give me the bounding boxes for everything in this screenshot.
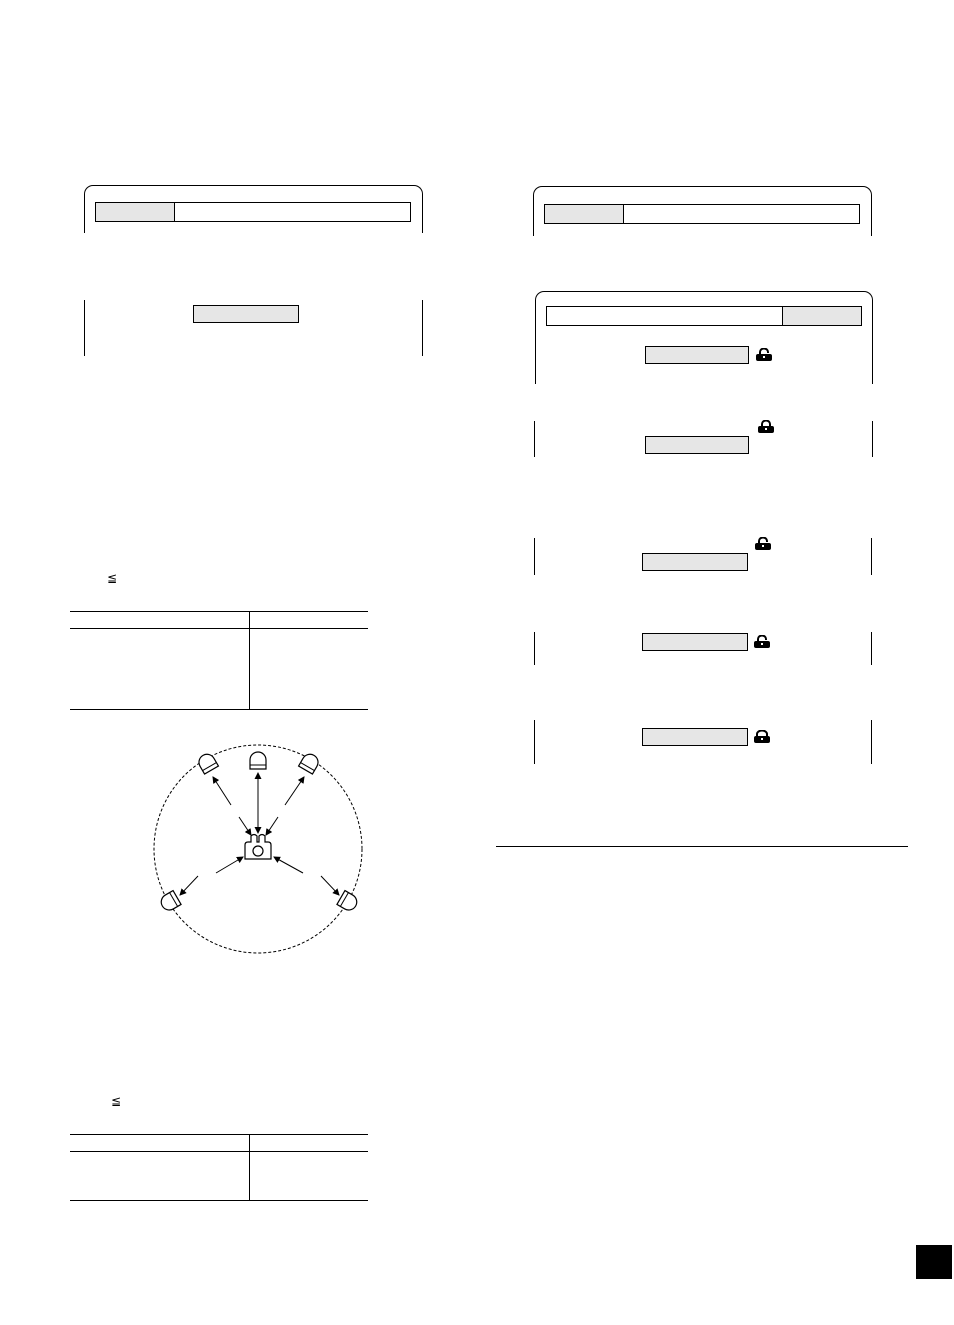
table-2-bottom-rule	[70, 1200, 368, 1201]
section-divider	[496, 846, 908, 847]
right-screen-frame-2	[535, 291, 873, 384]
speaker-icon	[337, 891, 360, 913]
table-1-top-rule	[70, 611, 368, 612]
lock-icon	[755, 348, 773, 361]
table-2-header-rule	[70, 1151, 368, 1152]
right-screen-2-value-box	[645, 346, 749, 364]
right-screen-6-value-box	[642, 728, 748, 746]
table-2-top-rule	[70, 1134, 368, 1135]
right-screen-3-edge-left	[534, 421, 535, 457]
left-screen-value-box	[193, 305, 299, 323]
left-screen-tab	[95, 202, 175, 222]
left-screen-edge-right	[422, 300, 423, 356]
table-1-column-divider	[249, 611, 250, 710]
right-screen-6-edge-left	[534, 720, 535, 764]
speaker-icon	[158, 891, 181, 913]
listener-icon	[245, 835, 271, 860]
right-screen-4-edge-left	[534, 538, 535, 575]
lock-icon	[753, 730, 771, 743]
table-2-column-divider	[249, 1134, 250, 1201]
right-screen-6-edge-right	[871, 720, 872, 764]
left-screen-edge-left	[84, 300, 85, 356]
right-screen-2-title-bar	[546, 306, 783, 326]
right-screen-5-edge-right	[871, 632, 872, 665]
right-screen-5-value-box	[642, 633, 748, 651]
page-marker	[916, 1245, 952, 1279]
right-screen-1-title-bar	[623, 204, 860, 224]
right-screen-4-value-box	[642, 553, 748, 571]
leq-symbol: ≦	[111, 1094, 122, 1108]
left-screen-title-bar	[174, 202, 411, 222]
right-screen-3-edge-right	[872, 421, 873, 457]
lock-icon	[753, 635, 771, 648]
lock-icon	[754, 537, 772, 550]
speaker-icon	[299, 751, 321, 774]
right-screen-3-value-box	[645, 436, 749, 454]
table-1-bottom-rule	[70, 709, 368, 710]
lock-icon	[757, 420, 775, 433]
speaker-layout-diagram	[140, 735, 380, 960]
right-screen-1-tab	[544, 204, 624, 224]
speaker-icon	[250, 752, 266, 769]
right-screen-4-edge-right	[871, 538, 872, 575]
table-1-header-rule	[70, 628, 368, 629]
right-screen-5-edge-left	[534, 632, 535, 665]
right-screen-2-tab	[782, 306, 862, 326]
leq-symbol: ≦	[107, 571, 118, 585]
